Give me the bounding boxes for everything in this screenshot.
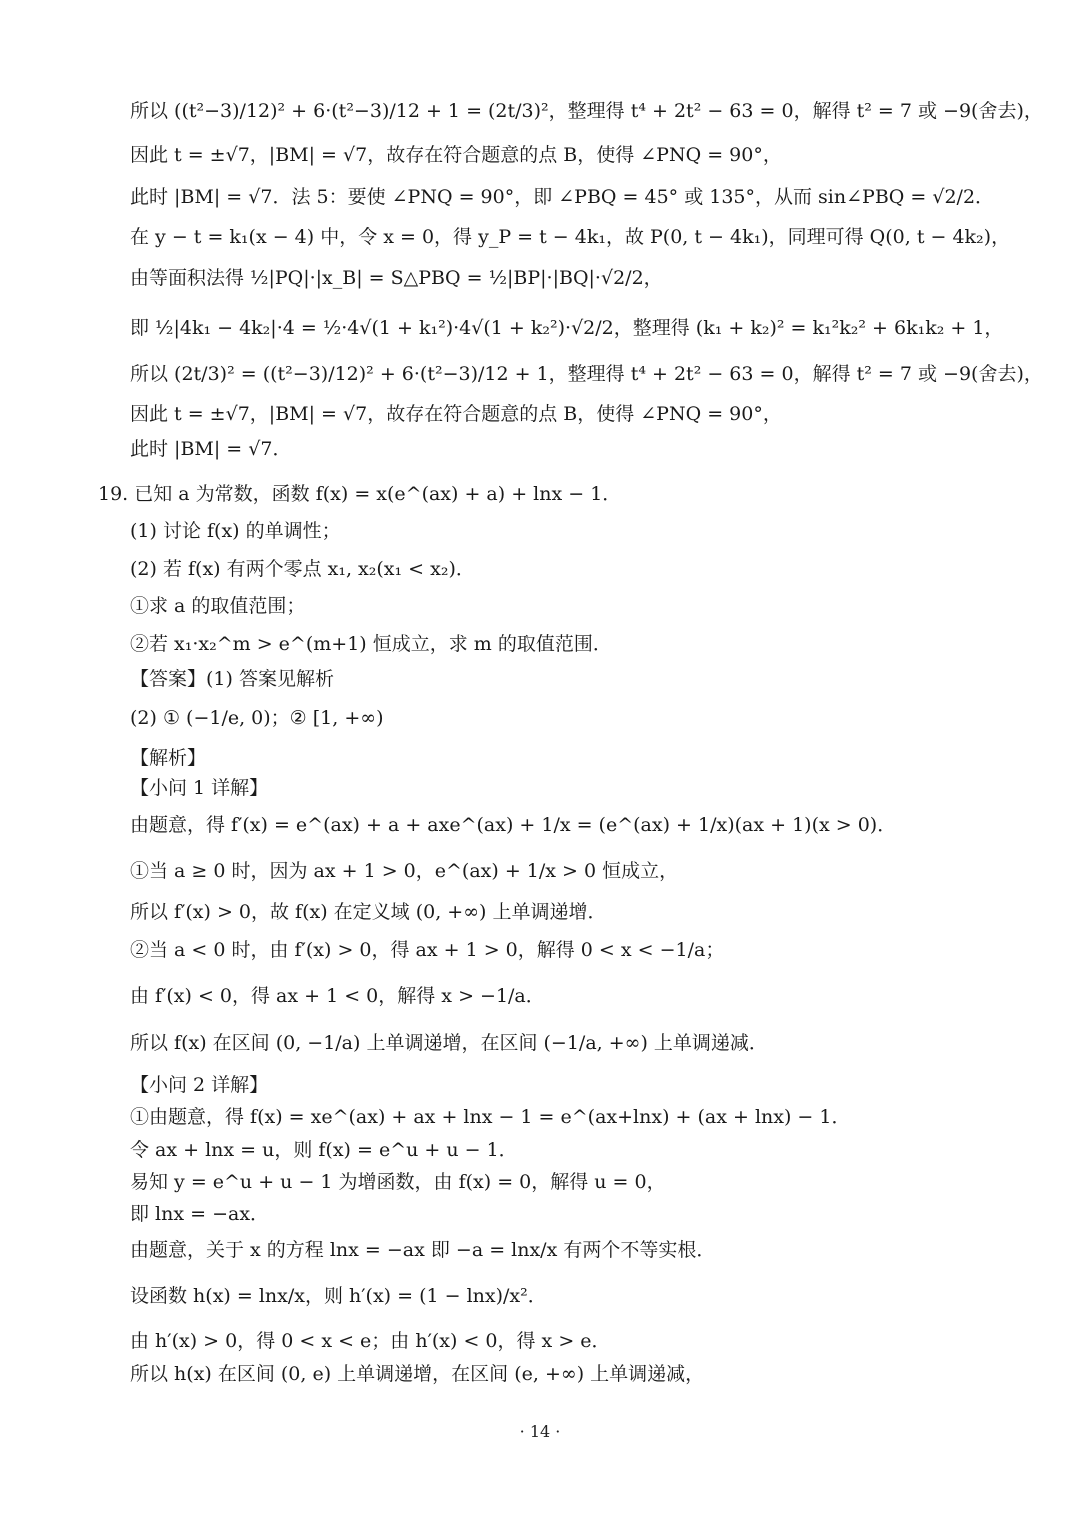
text-line: 所以 f′(x) > 0，故 f(x) 在定义域 (0, +∞) 上单调递增． xyxy=(130,901,607,923)
text-line: ①由题意，得 f(x) = xe^(ax) + ax + lnx − 1 = e^(ax+lnx) + (ax + lnx) − 1． xyxy=(130,1106,851,1128)
text-line: 由题意，关于 x 的方程 lnx = −ax 即 −a = lnx/x 有两个不等实根． xyxy=(130,1239,716,1261)
subquestion-1-heading: 【小问 1 详解】 xyxy=(130,777,269,799)
answer-part-2: (2) ① (−1/e, 0)；② [1, +∞) xyxy=(130,707,384,729)
text-line: 所以 h(x) 在区间 (0, e) 上单调递增，在区间 (e, +∞) 上单调递减， xyxy=(130,1363,705,1385)
page-number: · 14 · xyxy=(519,1422,561,1441)
text-line: 易知 y = e^u + u − 1 为增函数，由 f(x) = 0，解得 u = 0， xyxy=(130,1171,666,1193)
text-line: 由题意，得 f′(x) = e^(ax) + a + axe^(ax) + 1/x = (e^(ax) + 1/x)(ax + 1)(x > 0)． xyxy=(130,814,897,836)
question-part-2: (2) 若 f(x) 有两个零点 x₁, x₂(x₁ < x₂)． xyxy=(130,558,475,580)
question-subpart-2: ②若 x₁·x₂^m > e^(m+1) 恒成立，求 m 的取值范围． xyxy=(130,633,612,655)
text-line: 设函数 h(x) = lnx/x，则 h′(x) = (1 − lnx)/x²． xyxy=(130,1285,547,1307)
text-line: 此时 |BM| = √7． xyxy=(130,438,292,460)
question-part-1: (1) 讨论 f(x) 的单调性； xyxy=(130,520,341,542)
text-line: 在 y − t = k₁(x − 4) 中，令 x = 0，得 y_P = t − 4k₁，故 P(0, t − 4k₁)，同理可得 Q(0, t − 4k₂)， xyxy=(130,226,1011,248)
text-line: 此时 |BM| = √7．法 5：要使 ∠PNQ = 90°，即 ∠PBQ = 45° 或 135°，从而 sin∠PBQ = √2/2． xyxy=(130,186,995,208)
answer-heading: 【答案】(1) 答案见解析 xyxy=(130,668,334,690)
question-19-stem: 19. 已知 a 为常数，函数 f(x) = x(e^(ax) + a) + lnx − 1． xyxy=(98,483,622,505)
text-line: ①当 a ≥ 0 时，因为 ax + 1 > 0，e^(ax) + 1/x > 0 恒成立， xyxy=(130,860,679,882)
subquestion-2-heading: 【小问 2 详解】 xyxy=(130,1074,269,1096)
text-line: 因此 t = ±√7，|BM| = √7，故存在符合题意的点 B，使得 ∠PNQ = 90°， xyxy=(130,403,782,425)
text-line: 由 h′(x) > 0，得 0 < x < e；由 h′(x) < 0，得 x > e． xyxy=(130,1330,611,1352)
text-line: 即 ½|4k₁ − 4k₂|·4 = ½·4√(1 + k₁²)·4√(1 + k₂²)·√2/2，整理得 (k₁ + k₂)² = k₁²k₂² + 6k₁k₂ + 1， xyxy=(130,317,1004,339)
text-line: 因此 t = ±√7，|BM| = √7，故存在符合题意的点 B，使得 ∠PNQ = 90°， xyxy=(130,144,782,166)
text-line: 令 ax + lnx = u，则 f(x) = e^u + u − 1． xyxy=(130,1139,518,1161)
text-line: 由等面积法得 ½|PQ|·|x_B| = S△PBQ = ½|BP|·|BQ|·√2/2， xyxy=(130,267,663,289)
text-line: 所以 (2t/3)² = ((t²−3)/12)² + 6·(t²−3)/12 + 1，整理得 t⁴ + 2t² − 63 = 0，解得 t² = 7 或 −9(舍去)， xyxy=(130,363,1043,385)
text-line: 由 f′(x) < 0，得 ax + 1 < 0，解得 x > −1/a． xyxy=(130,985,545,1007)
question-subpart-1: ①求 a 的取值范围； xyxy=(130,595,306,617)
text-line: 所以 ((t²−3)/12)² + 6·(t²−3)/12 + 1 = (2t/3)²，整理得 t⁴ + 2t² − 63 = 0，解得 t² = 7 或 −9(舍去)， xyxy=(130,100,1043,122)
analysis-heading: 【解析】 xyxy=(130,747,207,769)
text-line: ②当 a < 0 时，由 f′(x) > 0，得 ax + 1 > 0，解得 0 < x < −1/a； xyxy=(130,939,725,961)
text-line: 即 lnx = −ax． xyxy=(130,1203,270,1225)
text-line: 所以 f(x) 在区间 (0, −1/a) 上单调递增，在区间 (−1/a, +∞) 上单调递减． xyxy=(130,1032,768,1054)
